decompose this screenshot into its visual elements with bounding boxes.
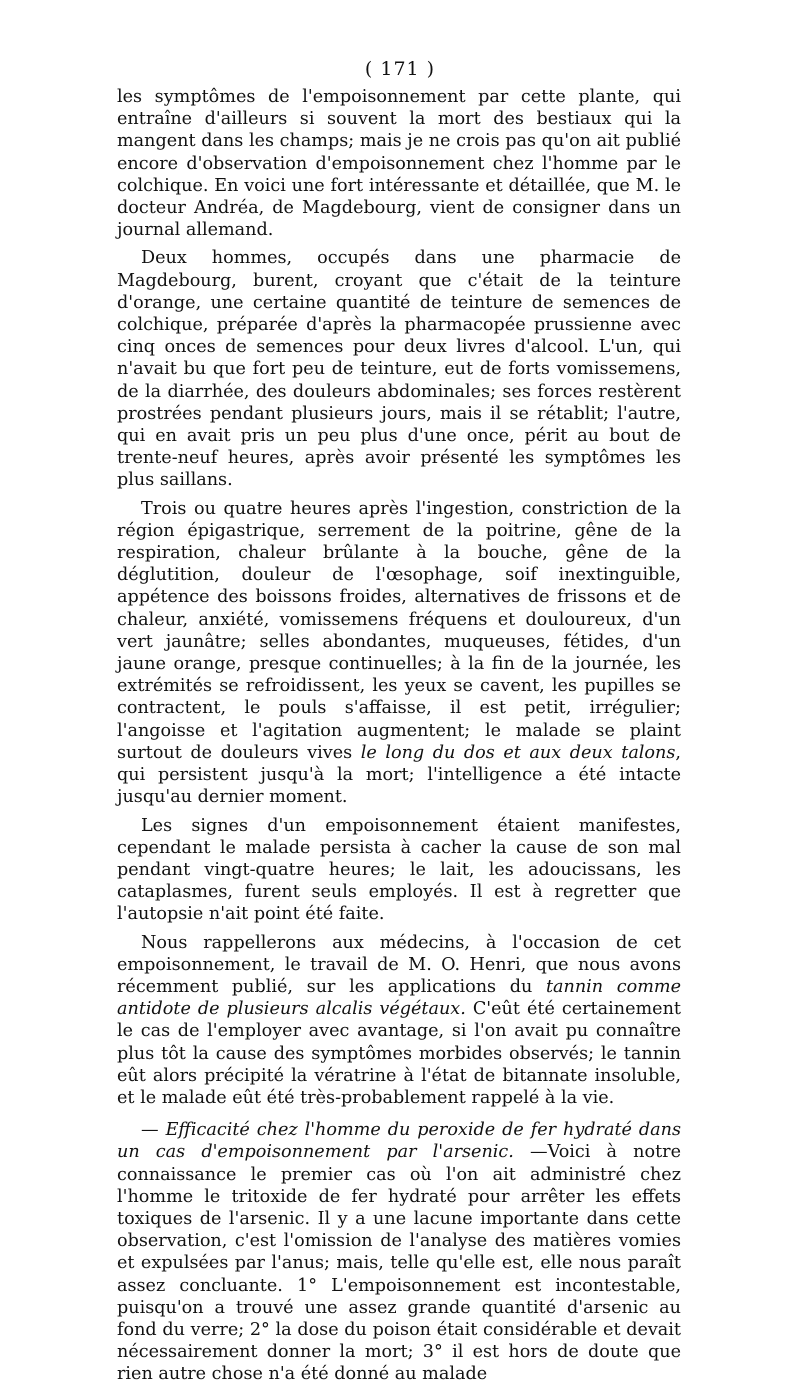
paragraph-text: Les signes d'un empoisonnement étaient manifestes, cependant le malade persista à cacher la cause de son mal pendant vingt-quatre heures; le lait, les adoucissans, les cataplasmes, furent seuls employés. Il est à regretter que l'autopsie n'ait point été faite.: [117, 815, 681, 925]
paragraph-text: Deux hommes, occupés dans une pharmacie de Magdebourg, burent, croyant que c'était de la teinture d'orange, une certaine quantité de teinture de semences de colchique, préparée d'après la pharmacopée prussienne avec cinq onces de semences pour deux livres d'alcool. L'un, qui n'avait bu que fort peu de teinture, eut de forts vomissemens, de la diarrhée, des douleurs abdominales; ses forces restèrent prostrées pendant plusieurs jours, mais il se rétablit; l'autre, qui en avait pris un peu plus d'une once, périt au bout de trente-neuf heures, après avoir présenté les symptômes les plus saillans.: [117, 248, 681, 491]
paragraph-text: Nous rappellerons aux médecins, à l'occasion de cet empoisonnement, le travail de M. O. Henri, que nous avons récemment publié, sur les applications du: [117, 932, 681, 997]
italic-phrase: tannin comme antidote de plusieurs alcalis végétaux.: [117, 976, 681, 1020]
paragraph-text: Trois ou quatre heures après l'ingestion, constriction de la région épigastrique, serrement de la poitrine, gêne de la respiration, chaleur brûlante à la bouche, gêne de la déglutition, douleur de l'œsophage, soif inextinguible, appétence des boissons froides, alternatives de frissons et de chaleur, anxiété, vomissemens fréquens et douloureux, d'un vert jaunâtre; selles abondantes, muqueuses, fétides, d'un jaune orange, presque continuelles; à la fin de la journée, les extrémités se refroidissent, les yeux se cavent, les pupilles se contractent, le pouls s'affaisse, il est petit, irrégulier; l'angoisse et l'agitation augmentent; le malade se plaint surtout de douleurs vives: [117, 498, 681, 763]
italic-phrase: le long du dos et aux deux talons: [360, 742, 676, 763]
paragraph-text: les symptômes de l'empoisonnement par cette plante, qui entraîne d'ailleurs si souvent la mort des bestiaux qui la mangent dans les champs; mais je ne crois pas qu'on ait publié encore d'observation d'empoisonnement chez l'homme par le colchique. En voici une fort intéressante et détaillée, que M. le docteur Andréa, de Magdebourg, vient de consigner dans un journal allemand.: [117, 87, 681, 241]
paragraph-text: C'eût été certainement le cas de l'employer avec avantage, si l'on avait pu connaître plus tôt la cause des symptômes morbides observés; le tannin eût alors précipité la vératrine à l'état de bitannate insoluble, et le malade eût été très-probablement rappelé à la vie.: [117, 999, 681, 1108]
section-title: Efficacité chez l'homme du peroxide de fer hydraté dans un cas d'empoisonnement par l'arsenic.: [117, 1120, 682, 1163]
paragraph-6-section-heading: [117, 1119, 681, 1385]
paragraph-5: [117, 932, 681, 1110]
paragraph-3: [117, 498, 681, 809]
paragraph-text: —: [141, 1120, 166, 1141]
body-text: [117, 86, 681, 1392]
page-number: ( 171 ): [364, 58, 436, 80]
paragraph-1: [117, 86, 681, 241]
paragraph-text: —Voici à notre connaissance le premier cas où l'on ait administré chez l'homme le tritoxide de fer hydraté pour arrêter les effets toxiques de l'arsenic. Il y a une lacune importante dans cette observation, c'est l'omission de l'analyse des matières vomies et expulsées par l'anus; mais, telle qu'elle est, elle nous paraît assez concluante. 1° L'empoisonnement est incontestable, puisqu'on a trouvé une assez grande quantité d'arsenic au fond du verre; 2° la dose du poison était considérable et devait nécessairement donner la mort; 3° il est hors de doute que rien autre chose n'a été donné au malade: [117, 1142, 681, 1385]
paragraph-text: , qui persistent jusqu'à la mort; l'intelligence a été intacte jusqu'au dernier moment.: [117, 742, 681, 808]
paragraph-2: [117, 247, 681, 491]
paragraph-4: [117, 815, 681, 926]
